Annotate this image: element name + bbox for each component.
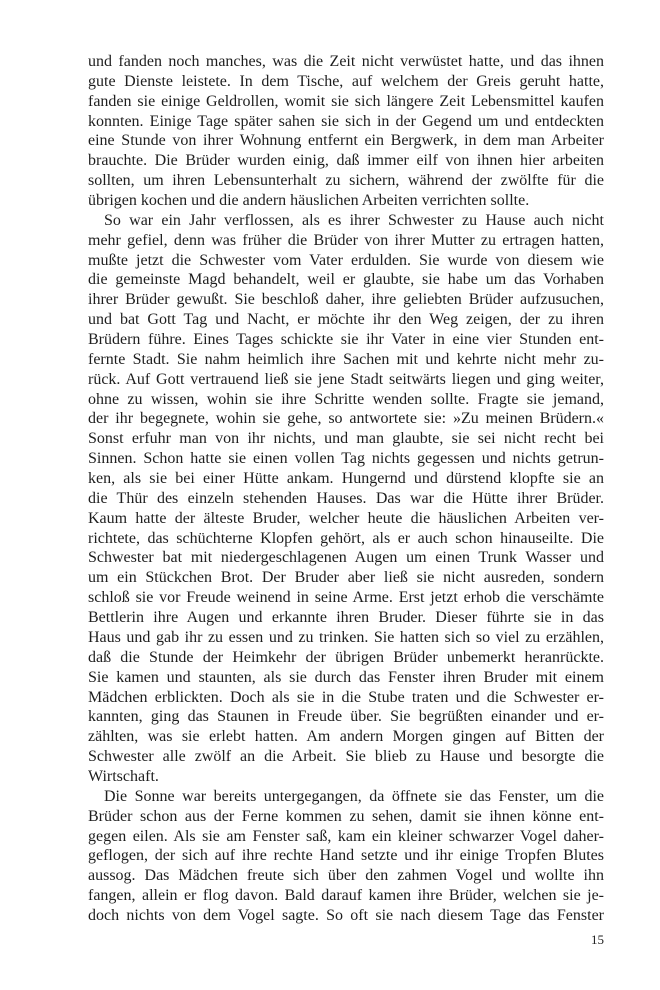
text-line: der ihr begegnete, wohin sie gehe, so antwortete sie: »Zu meinen Brüdern.«	[88, 410, 604, 428]
text-line: sollten, um ihren Lebensunterhalt zu sichern, während der zwölfte für die	[88, 172, 604, 190]
text-line: So war ein Jahr verflossen, als es ihrer Schwester zu Hause auch nicht	[104, 211, 604, 229]
text-line: fanden sie einige Geldrollen, womit sie sich längere Zeit Lebensmittel kaufen	[88, 92, 604, 110]
text-line: Haus und gab ihr zu essen und zu trinken. Sie hatten sich so viel zu erzählen,	[88, 628, 604, 646]
text-line: Sie kamen und staunten, als sie durch das Fenster ihren Bruder mit einem	[88, 668, 604, 686]
page-text	[88, 52, 604, 926]
text-line: doch nichts von dem Vogel sagte. So oft sie nach diesem Tage das Fenster	[88, 906, 604, 924]
text-line: Wirtschaft.	[88, 767, 159, 785]
text-line: Schwester bat mit niedergeschlagenen Augen um einen Trunk Wasser und	[88, 549, 604, 567]
text-line: brauchte. Die Brüder wurden einig, daß immer eilf von ihnen hier arbeiten	[88, 152, 604, 170]
text-line: mußte jetzt die Schwester vom Vater erdulden. Sie wurde von diesem wie	[88, 251, 604, 269]
text-line: mehr gefiel, denn was früher die Brüder von ihrer Mutter zu ertragen hatten,	[88, 231, 604, 249]
text-line: und bat Gott Tag und Nacht, er möchte ihr den Weg zeigen, der zu ihren	[88, 311, 604, 329]
text-line: übrigen kochen und die andern häuslichen Arbeiten verrichten sollte.	[88, 192, 530, 210]
text-line: Schwester alle zwölf an die Arbeit. Sie blieb zu Hause und besorgte die	[88, 748, 604, 766]
text-line: ihrer Brüder gewußt. Sie beschloß daher, ihre geliebten Brüder aufzusuchen,	[88, 291, 604, 309]
page-number: 15	[591, 932, 604, 947]
text-line: um ein Stückchen Brot. Der Bruder aber ließ sie nicht ausreden, sondern	[88, 569, 604, 587]
text-line: Kaum hatte der älteste Bruder, welcher heute die häuslichen Arbeiten ver-	[88, 509, 604, 527]
text-line: und fanden noch manches, was die Zeit nicht verwüstet hatte, und das ihnen	[88, 53, 604, 70]
text-line: Sonst erfuhr man von ihr nichts, und man glaubte, sie sei nicht recht bei	[88, 430, 604, 448]
text-line: zählten, was sie erlebt hatten. Am andern Morgen gingen auf Bitten der	[88, 728, 604, 746]
text-line: aussog. Das Mädchen freute sich über den zahmen Vogel und wollte ihn	[88, 867, 604, 885]
text-line: ohne zu wissen, wohin sie ihre Schritte wenden sollte. Fragte sie jemand,	[88, 390, 604, 408]
text-line: die Thür des einzeln stehenden Hauses. Das war die Hütte ihrer Brüder.	[88, 489, 604, 507]
text-line: richtete, das schüchterne Klopfen gehört, als er auch schon hinauseilte. Die	[88, 529, 604, 547]
text-line: rück. Auf Gott vertrauend ließ sie jene Stadt seitwärts liegen und ging weiter,	[88, 370, 604, 388]
paragraph	[88, 211, 604, 787]
text-line: schloß sie vor Freude weinend in seine Arme. Erst jetzt erhob die verschämte	[88, 589, 604, 607]
paragraph	[88, 52, 604, 211]
text-line: daß die Stunde der Heimkehr der übrigen Brüder unbemerkt heranrückte.	[88, 648, 604, 666]
text-line: Brüder schon aus der Ferne kommen zu sehen, damit sie ihnen könne ent-	[88, 807, 604, 825]
text-line: gegen eilen. Als sie am Fenster saß, kam ein kleiner schwarzer Vogel daher-	[88, 827, 604, 845]
text-line: Bettlerin ihre Augen und erkannte ihren Bruder. Dieser führte sie in das	[88, 609, 604, 627]
text-line: fangen, allein er flog davon. Bald darauf kamen ihre Brüder, welchen sie je-	[88, 887, 604, 905]
text-line: fernte Stadt. Sie nahm heimlich ihre Sachen mit und kehrte nicht mehr zu-	[88, 350, 604, 368]
text-line: eine Stunde von ihrer Wohnung entfernt ein Bergwerk, in dem man Arbeiter	[88, 132, 604, 150]
text-line: Mädchen erblickten. Doch als sie in die Stube traten und die Schwester er-	[88, 688, 604, 706]
text-line: geflogen, der sich auf ihre rechte Hand setzte und ihr einige Tropfen Blutes	[88, 847, 604, 865]
text-line: Brüdern führe. Eines Tages schickte sie ihr Vater in eine vier Stunden ent-	[88, 331, 604, 349]
paragraph	[88, 787, 604, 926]
text-line: die gemeinste Magd behandelt, weil er glaubte, sie habe um das Vorhaben	[88, 271, 604, 289]
text-line: konnten. Einige Tage später sahen sie sich in der Gegend um und entdeckten	[88, 112, 604, 130]
text-line: Die Sonne war bereits untergegangen, da öffnete sie das Fenster, um die	[104, 787, 604, 805]
text-line: gute Dienste leistete. In dem Tische, auf welchem der Greis geruht hatte,	[88, 72, 604, 90]
text-line: ken, als sie bei einer Hütte ankam. Hungernd und dürstend klopfte sie an	[88, 470, 604, 488]
text-line: Sinnen. Schon hatte sie einen vollen Tag nichts gegessen und nichts getrun-	[88, 450, 604, 468]
text-line: kannten, ging das Staunen in Freude über. Sie begrüßten einander und er-	[88, 708, 604, 726]
